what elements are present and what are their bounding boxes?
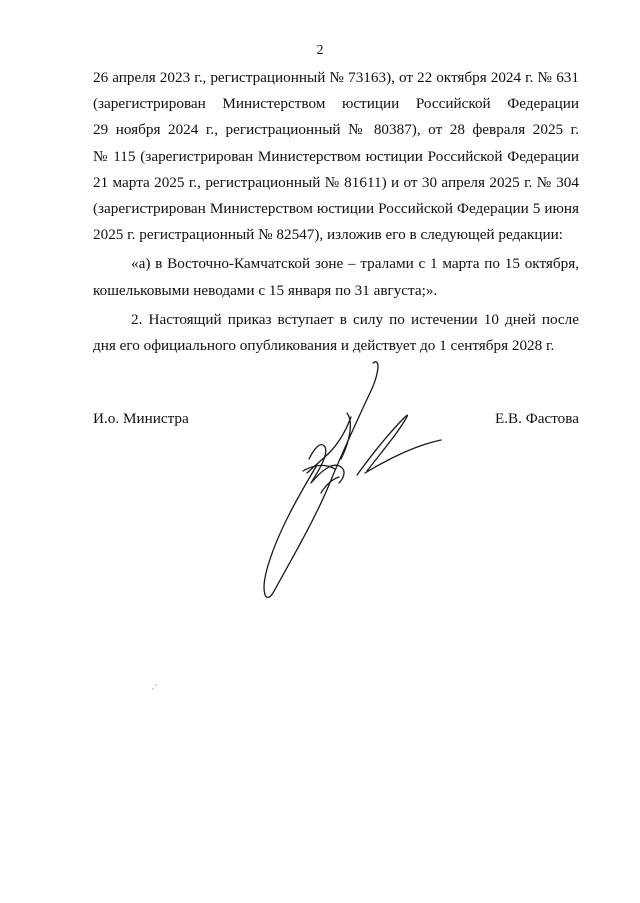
signatory-name: Е.В. Фастова	[494, 410, 579, 427]
body-line: дня его официального опубликования и действует до 1 сентября 2028 г.	[93, 337, 555, 355]
handwritten-signature	[255, 355, 445, 605]
body-line: 21 марта 2025 г., регистрационный № 81611) и от 30 апреля 2025 г. № 304	[93, 173, 579, 191]
body-line: 29 ноября 2024 г., регистрационный № 80387), от 28 февраля 2025 г.	[93, 121, 579, 139]
body-line: (зарегистрирован Министерством юстиции Российской Федерации 5 июня	[93, 200, 579, 218]
body-line: 26 апреля 2023 г., регистрационный № 73163), от 22 октября 2024 г. № 631	[93, 69, 579, 86]
signatory-position: И.о. Министра	[93, 410, 189, 427]
document-body	[93, 65, 579, 359]
body-line: кошельковыми неводами с 15 января по 31 августа;».	[93, 281, 438, 299]
body-line: 2025 г. регистрационный № 82547), изложив его в следующей редакции:	[93, 226, 563, 244]
body-line: № 115 (зарегистрирован Министерством юстиции Российской Федерации	[93, 147, 579, 165]
body-line: «а) в Восточно-Камчатской зоне – тралами с 1 марта по 15 октября,	[131, 255, 579, 273]
body-line: 2. Настоящий приказ вступает в силу по истечении 10 дней после	[131, 310, 579, 328]
page-number: 2	[316, 43, 324, 58]
body-line: (зарегистрирован Министерством юстиции Российской Федерации	[93, 95, 579, 113]
